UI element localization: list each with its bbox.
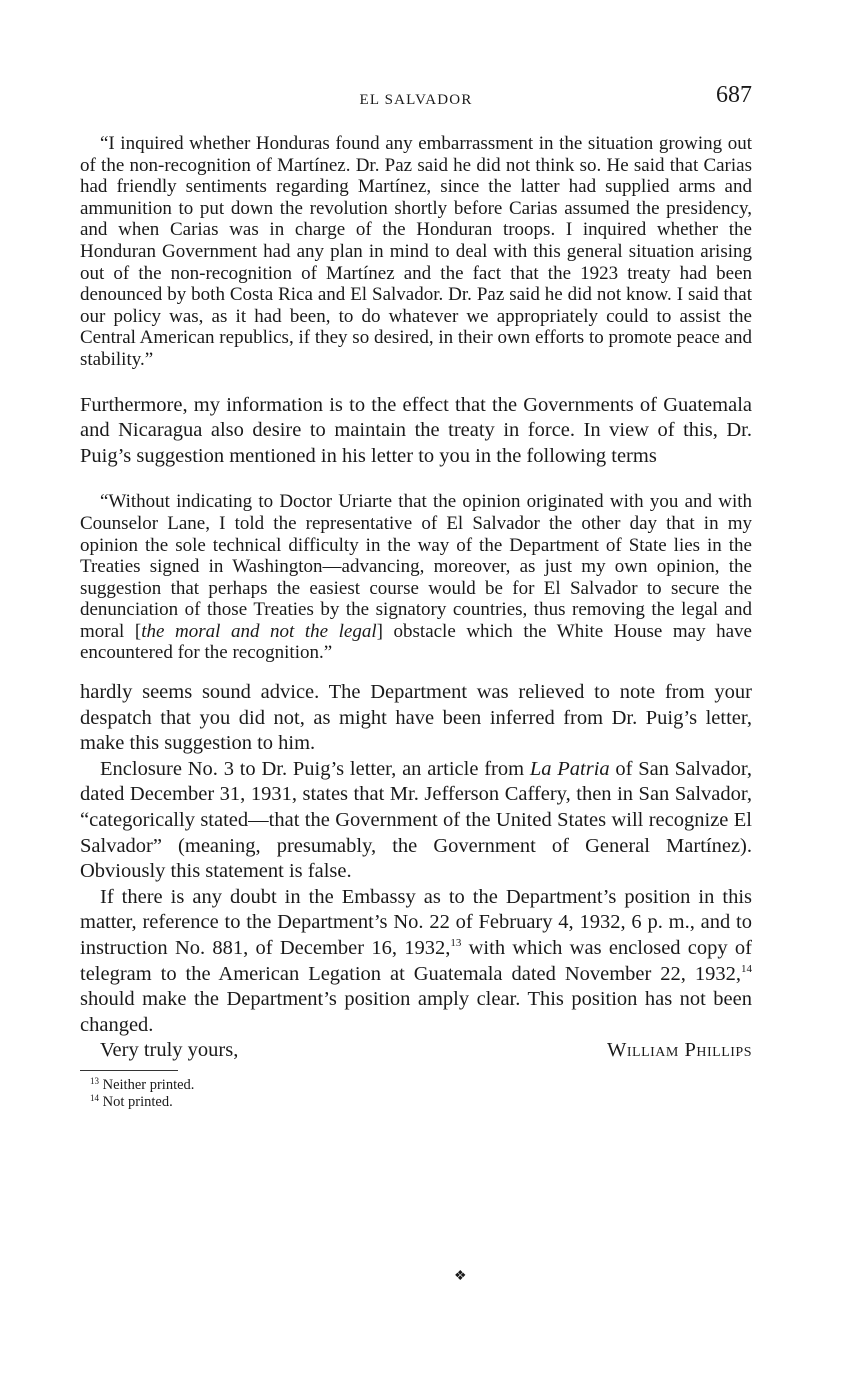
paragraph-3-italic: La Patria <box>529 757 610 780</box>
footnote-text: Not printed. <box>102 1093 173 1110</box>
quote-2-text <box>80 491 752 664</box>
footnote-ref-13: 13 <box>450 937 462 949</box>
page-header <box>80 80 752 120</box>
body-text-2 <box>80 680 752 1064</box>
footnote-ref-14: 14 <box>741 962 752 975</box>
quote-2-italic: the moral and not the legal <box>141 620 377 642</box>
block-quote-1 <box>80 133 752 371</box>
quote-2-part-2: ] obstacle which the White House may have encountered for the recognition.” <box>80 620 752 664</box>
footnote-marker: 13 <box>90 1075 99 1086</box>
body-text-1 <box>80 393 752 470</box>
footnote-text: Neither printed. <box>102 1076 195 1093</box>
quote-2-part-1: “Without indicating to Doctor Uriarte that the opinion originated with you and with Counselor Lane, I told the representative of El Salvador the other day that in my opinion the sole technical difficulty in the way of the Department of State lies in the Treaties signed in Washington—advancing, moreover, as just my own opinion, the suggestion that perhaps the easiest course would be for El Salvador to secure the denunciation of those Treaties by the signatory countries, thus removing the legal and moral [ <box>80 491 752 642</box>
footnote-rule <box>80 1070 178 1071</box>
paragraph-4-part-3: should make the Department’s position amply clear. This position has not been changed. <box>80 988 752 1036</box>
footnote-marker: 14 <box>90 1092 99 1103</box>
paragraph-3 <box>80 757 752 885</box>
paragraph-4-part-2: with which was enclosed copy of telegram to the American Legation at Guatemala dated November 22, 1932, <box>80 937 752 985</box>
paragraph-4-part-1: If there is any doubt in the Embassy as to the Department’s position in this matter, reference to the Department’s No. 22 of February 4, 1932, 6 p. m., and to instruction No. 881, of December 16, 1932, <box>80 885 752 959</box>
quote-1-text: “I inquired whether Honduras found any embarrassment in the situation growing out of the non-recognition of Martínez. Dr. Paz said he did not think so. He said that Carias had friendly sentiments regarding Martínez, since the latter had supplied arms and ammunition to put down the revolution shortly before Carias assumed the presidency, and when Carias was in charge of the Honduran troops. I inquired whether the Honduran Government had any plan in mind to deal with this general situation arising out of the non-recognition of Martínez and the fact that the 1923 treaty had been denounced by both Costa Rica and El Salvador. Dr. Paz said he did not know. I said that our policy was, as it had been, to do whatever we appropriately could to assist the Central American republics, if they so desired, in their own efforts to promote peace and stability.” <box>80 133 752 370</box>
running-head: EL SALVADOR <box>359 92 473 108</box>
signature: William Phillips <box>607 1039 752 1062</box>
footnote-14 <box>90 1094 752 1111</box>
paragraph-3-part-1: Enclosure No. 3 to Dr. Puig’s letter, an article from <box>100 757 530 780</box>
paragraph-3-part-2: of San Salvador, dated December 31, 1931, states that Mr. Jefferson Caffery, then in San Salvador, “categorically stated—that the Government of the United States will recognize El Salvador” (meaning, presumably, the Government of General Martínez). Obviously this statement is false. <box>80 757 752 883</box>
block-quote-2 <box>80 491 752 664</box>
printer-ornament-icon: ❖ <box>454 1269 467 1284</box>
paragraph-4 <box>80 885 752 1039</box>
footnote-13 <box>90 1077 752 1094</box>
document-page <box>80 80 752 1111</box>
closing-line <box>80 1038 752 1064</box>
salutation: Very truly yours, <box>100 1039 239 1062</box>
paragraph-2: hardly seems sound advice. The Department was relieved to note from your despatch that you did not, as might have been inferred from Dr. Puig’s letter, make this suggestion to him. <box>80 681 752 755</box>
paragraph-1: Furthermore, my information is to the effect that the Governments of Guatemala and Nicaragua also desire to maintain the treaty in force. In view of this, Dr. Puig’s suggestion mentioned in his letter to you in the following terms <box>80 393 752 467</box>
page-number: 687 <box>716 82 752 108</box>
footnotes <box>80 1077 752 1111</box>
